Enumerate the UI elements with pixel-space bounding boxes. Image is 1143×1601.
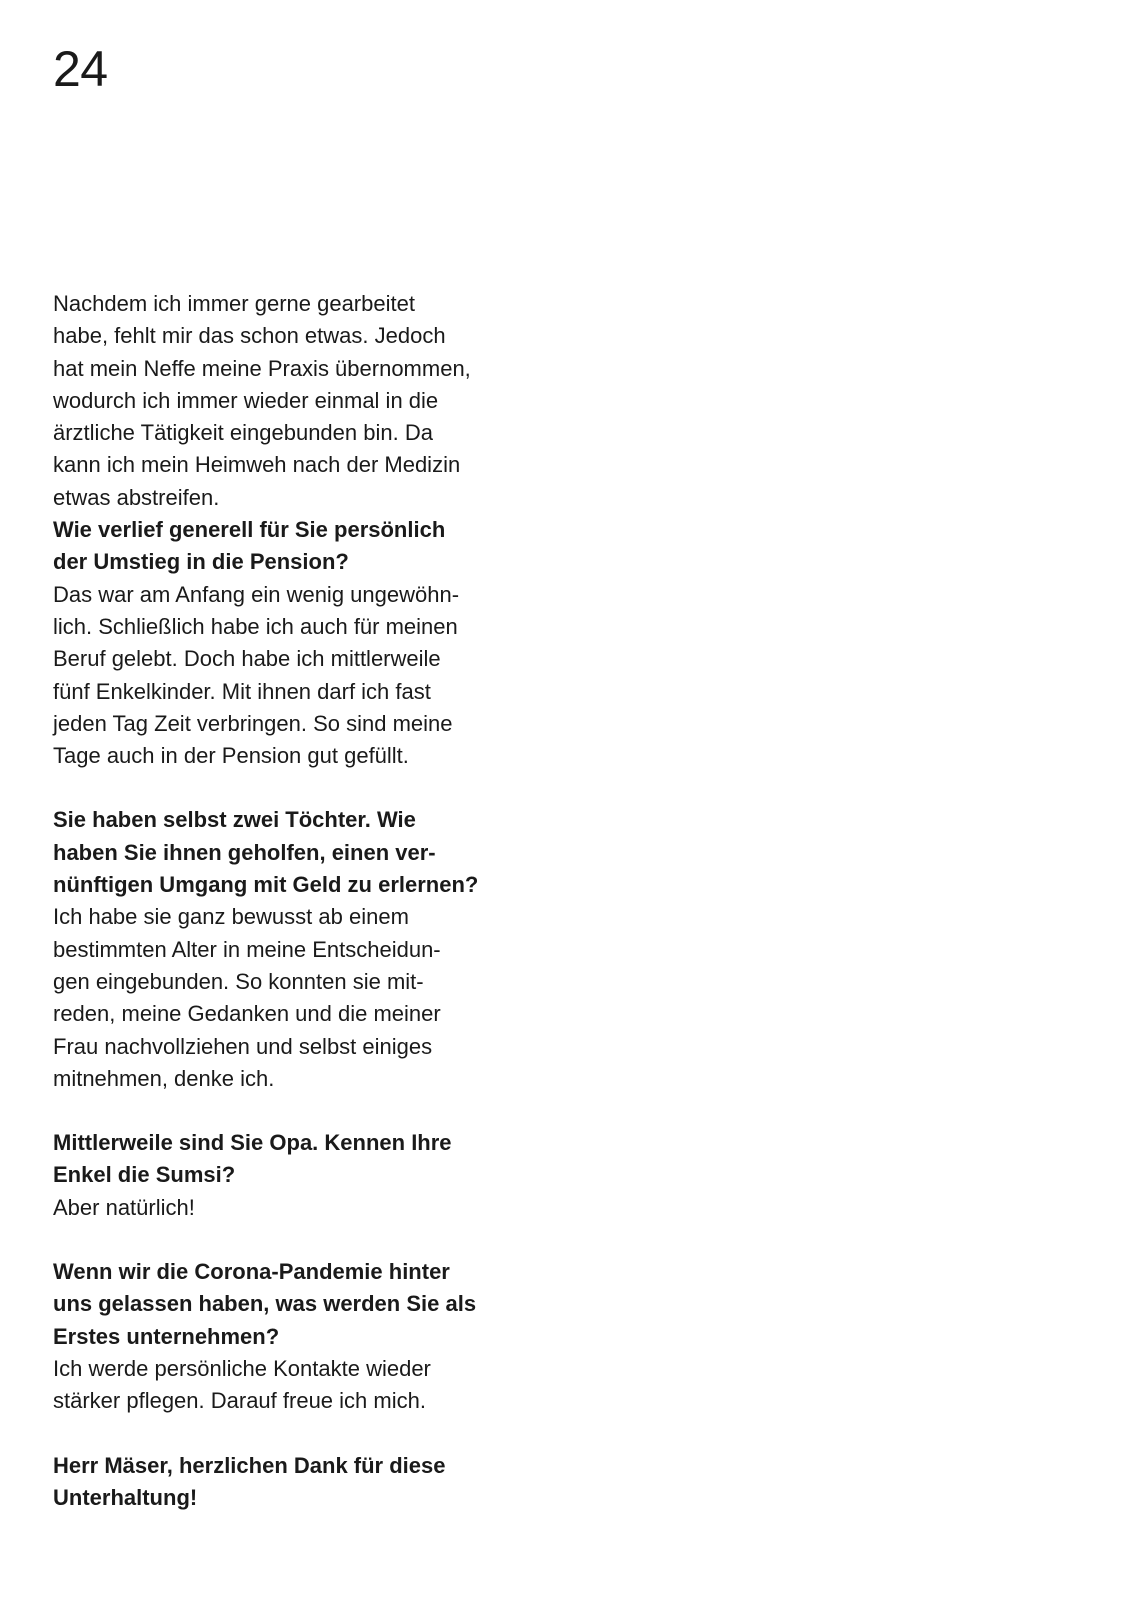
text-line: Aber natürlich! (53, 1194, 195, 1220)
qa-block (53, 804, 543, 1095)
interview-answer (53, 901, 543, 1095)
interview-question (53, 514, 543, 579)
text-line: stärker pflegen. Darauf freue ich mich. (53, 1388, 426, 1414)
text-line: Frau nachvollziehen und selbst einiges (53, 1033, 433, 1059)
text-line: Sie haben selbst zwei Töchter. Wie (53, 807, 416, 833)
text-line: reden, meine Gedanken und die meiner (53, 1001, 441, 1027)
text-line: der Umstieg in die Pension? (53, 549, 349, 575)
qa-block (53, 514, 543, 772)
interview-question (53, 1256, 543, 1353)
text-line: Mittlerweile sind Sie Opa. Kennen Ihre (53, 1130, 452, 1156)
text-line: lich. Schließlich habe ich auch für meinen (53, 613, 458, 639)
text-line: hat mein Neffe meine Praxis übernommen, (53, 355, 471, 381)
text-line: Nachdem ich immer gerne gearbeitet (53, 291, 415, 316)
text-line: fünf Enkelkinder. Mit ihnen darf ich fast (53, 678, 431, 704)
text-line: etwas abstreifen. (53, 484, 220, 510)
text-line: mitnehmen, denke ich. (53, 1065, 275, 1091)
text-line: Enkel die Sumsi? (53, 1162, 236, 1188)
text-line: Herr Mäser, herzlichen Dank für diese (53, 1452, 446, 1478)
text-line: Erstes unternehmen? (53, 1323, 280, 1349)
page-number: 24 (53, 41, 108, 97)
text-line: kann ich mein Heimweh nach der Medizin (53, 452, 461, 478)
interview-question (53, 1127, 543, 1192)
text-line: gen eingebunden. So konnten sie mit- (53, 968, 424, 994)
interview-question (53, 804, 543, 901)
text-line: Ich habe sie ganz bewusst ab einem (53, 904, 409, 930)
text-line: ärztliche Tätigkeit eingebunden bin. Da (53, 420, 433, 446)
text-line: jeden Tag Zeit verbringen. So sind meine (53, 710, 453, 736)
text-line: Das war am Anfang ein wenig ungewöhn- (53, 581, 460, 607)
text-line: Tage auch in der Pension gut gefüllt. (53, 743, 409, 769)
text-line: Beruf gelebt. Doch habe ich mittlerweile (53, 646, 441, 672)
text-line: nünftigen Umgang mit Geld zu erlernen? (53, 872, 479, 898)
qa-block (53, 1127, 543, 1224)
interview-answer (53, 1353, 543, 1418)
intro-paragraph (53, 288, 543, 514)
text-line: uns gelassen haben, was werden Sie als (53, 1291, 477, 1317)
interview-article (53, 288, 543, 1514)
text-line: wodurch ich immer wieder einmal in die (53, 387, 439, 413)
text-line: Wenn wir die Corona-Pandemie hinter (53, 1259, 450, 1285)
interview-answer (53, 579, 543, 773)
text-line: Wie verlief generell für Sie persönlich (53, 517, 446, 543)
text-line: bestimmten Alter in meine Entscheidun- (53, 936, 441, 962)
text-line: haben Sie ihnen geholfen, einen ver- (53, 839, 436, 865)
interview-answer (53, 1192, 543, 1224)
text-line: habe, fehlt mir das schon etwas. Jedoch (53, 323, 446, 349)
text-line: Unterhaltung! (53, 1484, 198, 1510)
closing-remark (53, 1450, 543, 1515)
qa-block (53, 1256, 543, 1417)
text-line: Ich werde persönliche Kontakte wieder (53, 1355, 431, 1381)
